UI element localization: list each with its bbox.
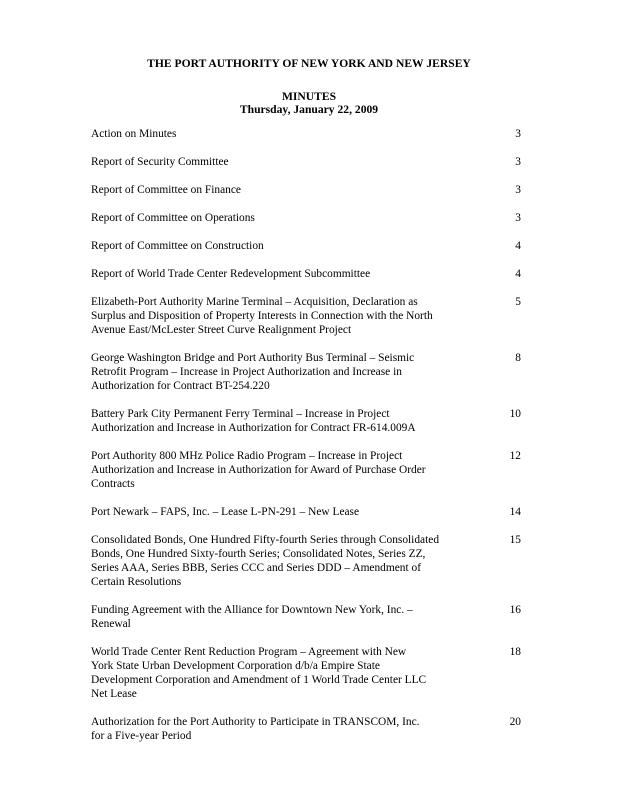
toc-entry <box>91 155 521 169</box>
toc-entry-page: 18 <box>509 646 521 658</box>
toc-entry-title: Report of Committee on Construction <box>91 240 264 252</box>
toc-entry-page: 8 <box>515 352 521 364</box>
toc-entry-title: Port Authority 800 MHz Police Radio Program – Increase in Project Authorization and Increase in Authorization for Award of Purchase Order Contracts <box>91 450 426 490</box>
toc-entry <box>91 407 521 435</box>
toc-entry-title: George Washington Bridge and Port Authority Bus Terminal – Seismic Retrofit Program – Increase in Project Authorization and Increase in Authorization for Contract BT-254.220 <box>91 352 415 392</box>
toc-entry <box>91 239 521 253</box>
toc-entry-title: Authorization for the Port Authority to Participate in TRANSCOM, Inc. for a Five-year Period <box>91 716 420 742</box>
meeting-date: Thursday, January 22, 2009 <box>239 103 379 116</box>
toc-entry <box>91 645 521 701</box>
toc-entry <box>91 183 521 197</box>
toc-entry-title: Consolidated Bonds, One Hundred Fifty-fourth Series through Consolidated Bonds, One Hundred Sixty-fourth Series; Consolidated Notes, Series ZZ, Series AAA, Series BBB, Series CCC and Series DDD – Amendment of Certain Resolutions <box>91 534 440 588</box>
toc-entry <box>91 351 521 393</box>
toc-entry-title: Elizabeth-Port Authority Marine Terminal – Acquisition, Declaration as Surplus and Disposition of Property Interests in Connection with the North Avenue East/McLester Street Curve Realignment Project <box>91 296 433 336</box>
toc-entry <box>91 295 521 337</box>
toc-entry-page: 14 <box>509 506 521 518</box>
toc-entry-page: 20 <box>509 716 521 728</box>
toc-entry-title: Report of Committee on Operations <box>91 212 255 224</box>
toc-entry-page: 4 <box>515 240 521 252</box>
toc-entry-title: Battery Park City Permanent Ferry Terminal – Increase in Project Authorization and Increase in Authorization for Contract FR-614.009A <box>91 408 416 434</box>
toc-entry-page: 15 <box>509 534 521 546</box>
toc-entry-title: Report of World Trade Center Redevelopment Subcommittee <box>91 268 371 280</box>
toc-entry-title: Report of Committee on Finance <box>91 184 241 196</box>
toc-entry-page: 3 <box>515 184 521 196</box>
toc-entry-title: Action on Minutes <box>91 128 177 140</box>
toc-entry-page: 3 <box>515 128 521 140</box>
toc-entry <box>91 211 521 225</box>
toc-entry-title: Report of Security Committee <box>91 156 229 168</box>
toc-entry-title: Port Newark – FAPS, Inc. – Lease L-PN-291 – New Lease <box>91 506 360 518</box>
toc-entry <box>91 715 521 743</box>
toc-entry-page: 5 <box>515 296 521 308</box>
toc-entry-page: 4 <box>515 268 521 280</box>
toc-entry-title: World Trade Center Rent Reduction Program – Agreement with New York State Urban Development Corporation d/b/a Empire State Development Corporation and Amendment of 1 World Trade Center LLC Net Lease <box>91 646 427 700</box>
toc-entry <box>91 603 521 631</box>
organization-heading: THE PORT AUTHORITY OF NEW YORK AND NEW JERSEY <box>147 57 471 70</box>
toc-entry <box>91 127 521 141</box>
toc-entry <box>91 267 521 281</box>
toc-entry <box>91 533 521 589</box>
toc-entry-page: 12 <box>509 450 521 462</box>
toc-entry <box>91 449 521 491</box>
toc-entry-title: Funding Agreement with the Alliance for Downtown New York, Inc. – Renewal <box>91 604 413 630</box>
toc-entry-page: 16 <box>509 604 521 616</box>
toc-entry-page: 3 <box>515 156 521 168</box>
toc-entry-page: 10 <box>509 408 521 420</box>
document-title: MINUTES <box>281 90 337 103</box>
toc-entry-page: 3 <box>515 212 521 224</box>
toc-entry <box>91 505 521 519</box>
